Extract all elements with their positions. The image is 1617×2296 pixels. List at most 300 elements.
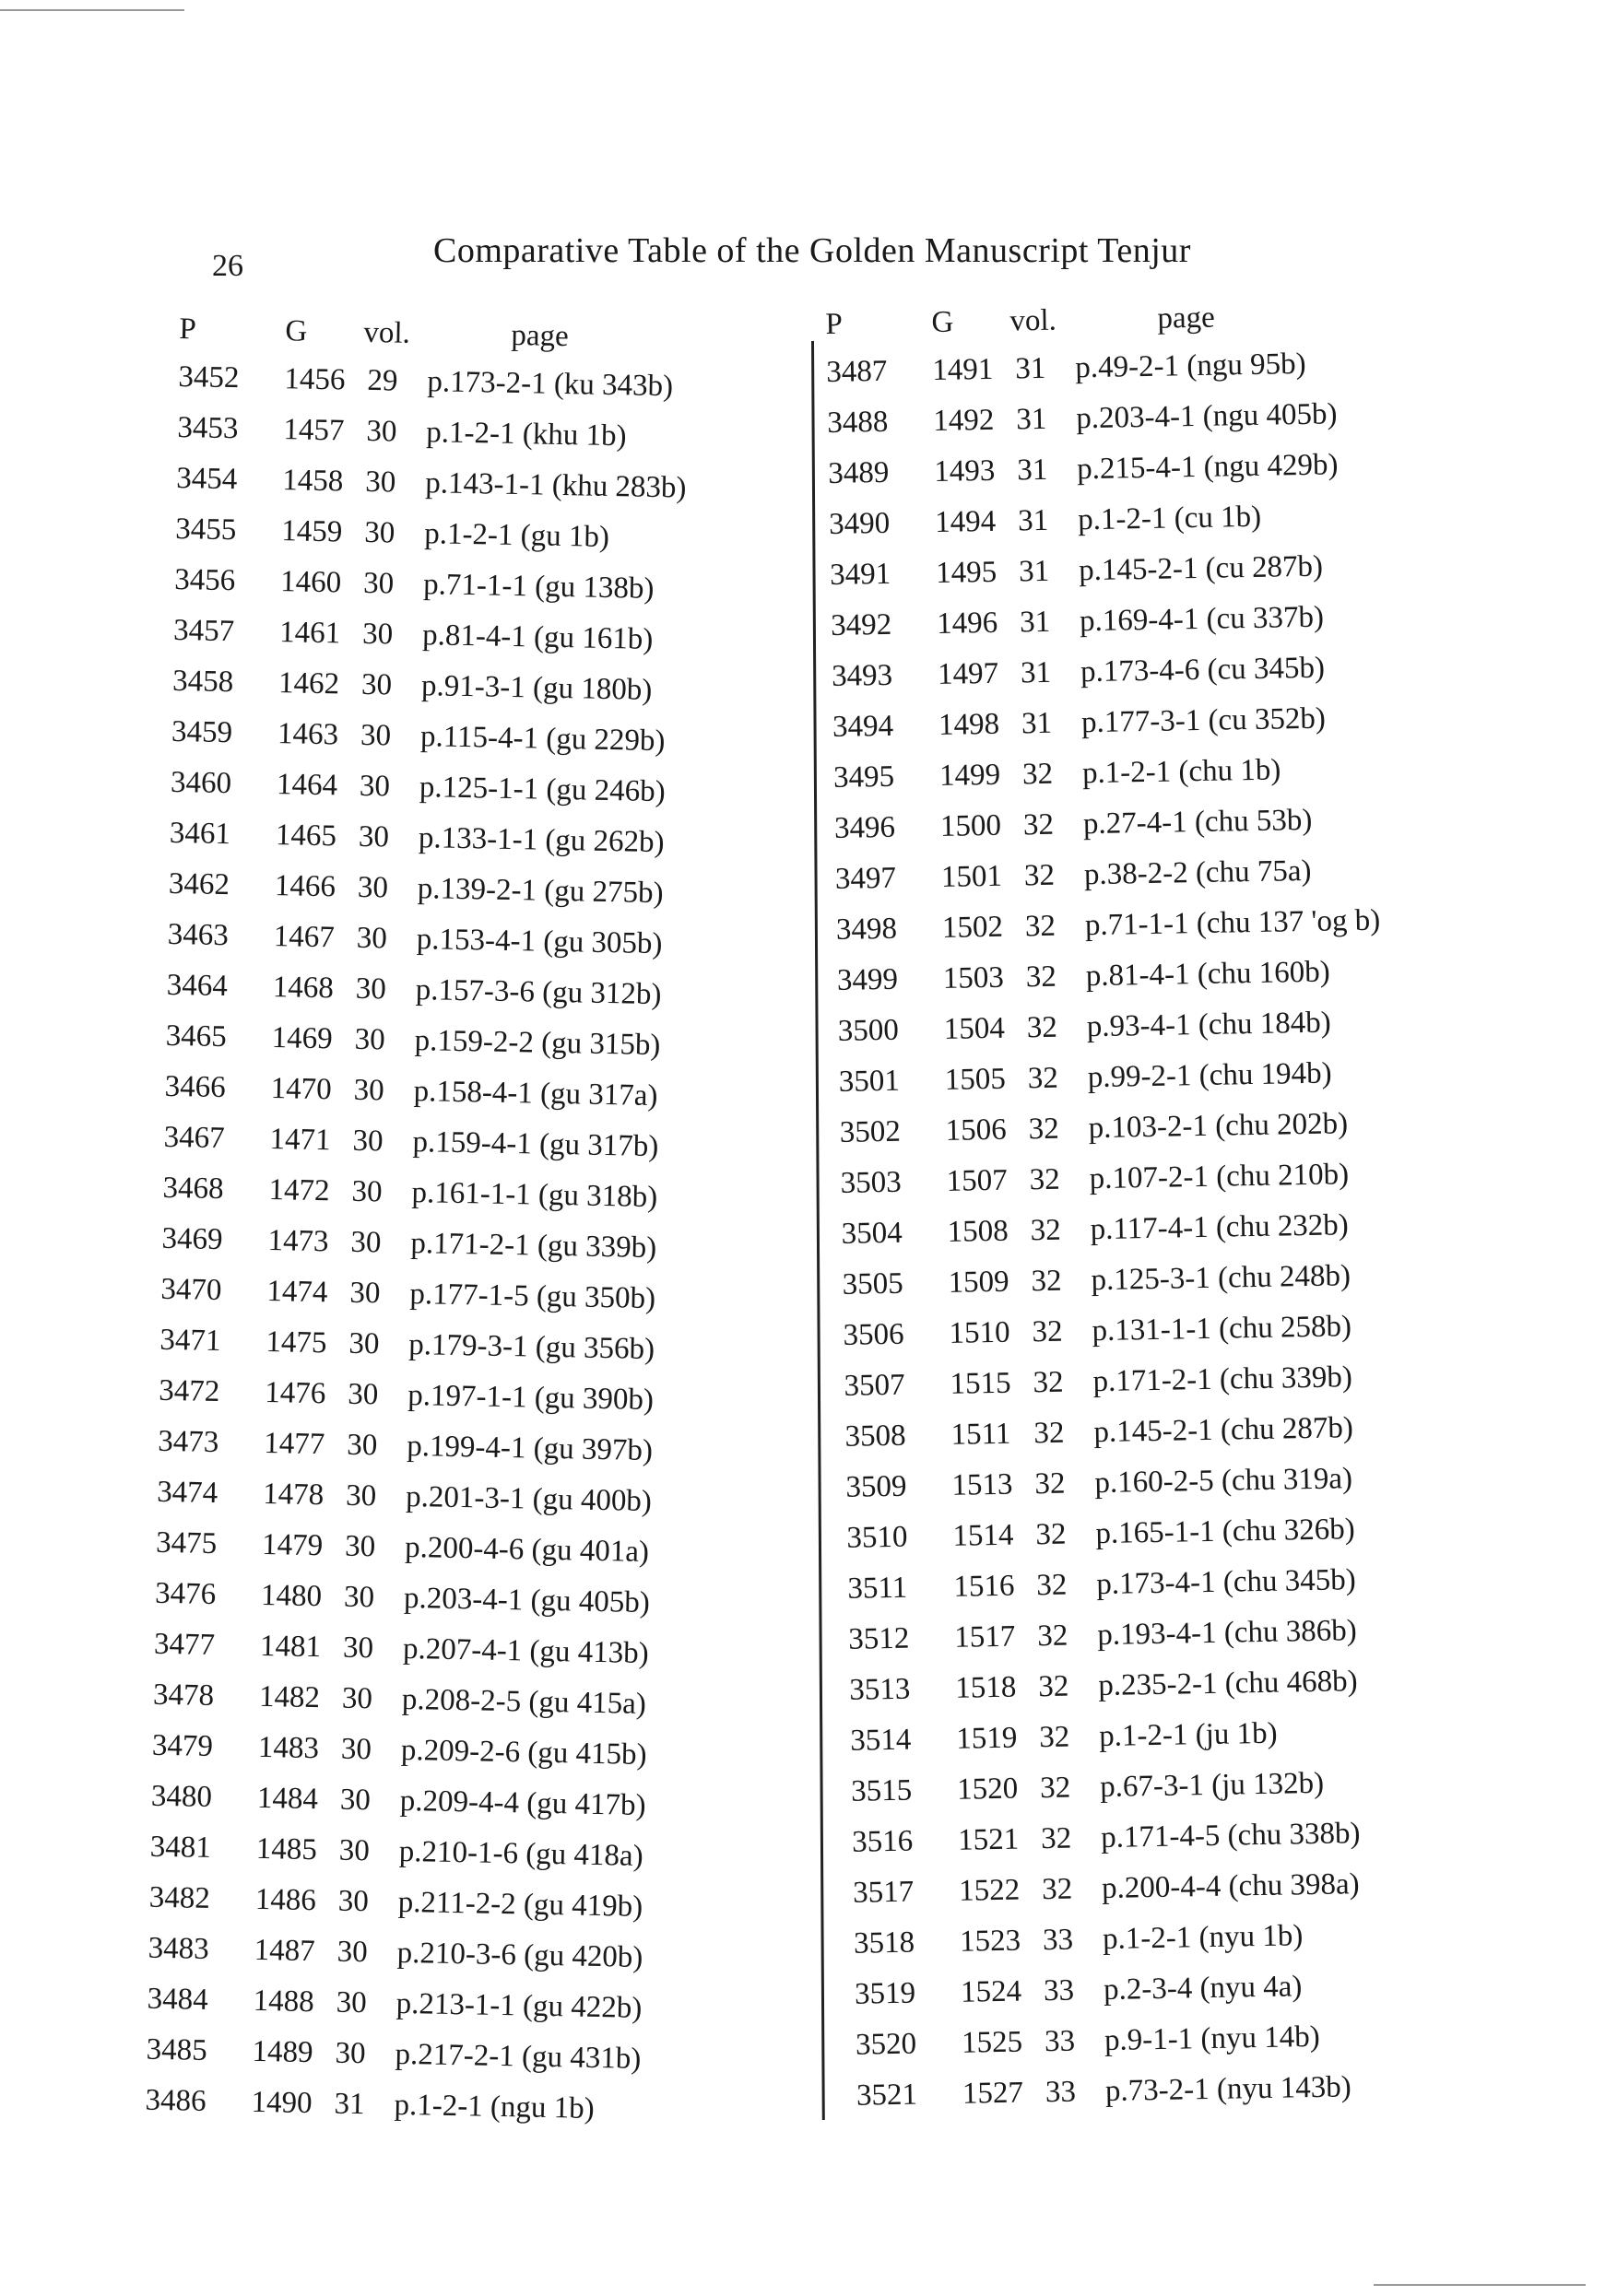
cell-vol: 32 [1021,757,1054,792]
cell-vol: 30 [346,1428,378,1463]
cell-g: 1522 [958,1873,1021,1908]
table-row [836,955,1330,1007]
cell-g: 1511 [950,1417,1011,1452]
cell-g: 1464 [276,768,338,803]
cell-page: p.203-4-1 (ngu 405b) [1075,397,1338,436]
cell-vol: 30 [360,718,392,753]
cell-p: 3468 [162,1171,224,1207]
cell-g: 1470 [270,1072,333,1107]
column-header-vol: vol. [363,315,411,350]
cell-page: p.91-3-1 (gu 180b) [420,669,653,707]
table-row [150,1772,646,1823]
cell-vol: 30 [351,1174,383,1209]
cell-g: 1461 [278,616,341,651]
cell-g: 1491 [932,352,994,387]
table-row [841,1208,1350,1260]
cell-vol: 32 [1024,909,1056,944]
cell-g: 1501 [940,859,1003,894]
cell-vol: 30 [356,921,388,956]
cell-p: 3481 [149,1830,212,1865]
cell-page: p.177-1-5 (gu 350b) [409,1277,656,1316]
cell-vol: 33 [1042,1923,1074,1958]
table-row [153,1619,650,1671]
table-row [146,2025,642,2076]
cell-vol: 32 [1023,858,1056,893]
table-row [856,2070,1351,2122]
cell-page: p.173-4-1 (chu 345b) [1096,1563,1357,1602]
cell-p: 3497 [834,861,897,896]
cell-p: 3474 [156,1475,218,1511]
table-row [842,1259,1351,1311]
cell-vol: 30 [345,1478,377,1513]
cell-vol: 30 [342,1631,374,1666]
cell-p: 3462 [168,866,230,902]
table-row [152,1670,647,1721]
table-row [157,1417,654,1468]
cell-g: 1481 [259,1629,322,1665]
cell-page: p.235-2-1 (chu 468b) [1097,1665,1358,1703]
cell-vol: 32 [1027,1061,1059,1096]
cell-page: p.207-4-1 (gu 413b) [402,1631,650,1671]
cell-p: 3515 [850,1773,913,1808]
table-row [846,1513,1356,1564]
cell-page: p.158-4-1 (gu 317a) [413,1075,658,1113]
cell-p: 3509 [845,1469,907,1504]
cell-p: 3456 [173,562,236,598]
cell-vol: 33 [1045,2075,1077,2110]
cell-p: 3513 [849,1672,911,1707]
cell-page: p.215-4-1 (ngu 429b) [1076,448,1339,487]
cell-vol: 31 [1018,554,1050,589]
cell-page: p.125-1-1 (gu 246b) [419,771,667,809]
cell-vol: 32 [1036,1568,1068,1603]
cell-page: p.1-2-1 (cu 1b) [1077,500,1262,537]
cell-vol: 32 [1035,1517,1067,1552]
cell-p: 3488 [827,405,889,440]
cell-vol: 30 [360,667,393,702]
cell-g: 1469 [271,1021,334,1056]
table-row [828,500,1262,550]
cell-vol: 30 [336,1985,367,2020]
page-number: 26 [212,249,243,283]
cell-page: p.27-4-1 (chu 53b) [1082,803,1313,842]
table-row [174,504,610,555]
table-row [171,656,653,707]
cell-g: 1499 [938,758,1001,793]
cell-page: p.171-2-1 (chu 339b) [1092,1360,1353,1399]
cell-p: 3482 [148,1880,211,1915]
cell-p: 3461 [169,816,231,852]
cell-vol: 32 [1022,807,1055,842]
cell-page: p.115-4-1 (gu 229b) [419,720,666,759]
cell-g: 1503 [942,960,1005,995]
cell-g: 1456 [284,362,346,397]
cell-vol: 31 [1017,503,1049,538]
column-header-g: G [285,314,308,348]
cell-g: 1463 [277,717,339,752]
left-table [145,304,687,2126]
cell-page: p.99-2-1 (chu 194b) [1087,1056,1332,1095]
cell-page: p.171-2-1 (gu 339b) [410,1226,657,1266]
table-row [160,1265,656,1316]
cell-g: 1520 [956,1772,1019,1807]
cell-p: 3453 [177,410,239,446]
table-row [849,1716,1278,1767]
cell-vol: 30 [357,870,389,905]
cell-p: 3465 [165,1018,228,1054]
table-row [845,1462,1353,1513]
cell-p: 3455 [174,512,237,548]
cell-vol: 31 [1015,402,1047,437]
cell-g: 1517 [954,1619,1016,1654]
cell-vol: 30 [349,1276,381,1311]
table-row [156,1467,653,1519]
cell-page: p.209-4-4 (gu 417b) [399,1784,646,1823]
right-table [825,300,1381,2122]
cell-g: 1519 [955,1721,1018,1756]
cell-vol: 30 [364,465,396,500]
cell-g: 1475 [266,1325,327,1360]
cell-g: 1509 [948,1265,1009,1300]
cell-vol: 30 [358,819,390,854]
cell-p: 3460 [170,765,232,801]
cell-p: 3500 [837,1013,900,1048]
cell-page: p.159-4-1 (gu 317b) [412,1125,659,1164]
table-row [163,1113,659,1164]
cell-page: p.161-1-1 (gu 318b) [411,1176,658,1215]
table-row [838,1056,1332,1108]
cell-p: 3517 [852,1875,915,1910]
table-row [165,1011,661,1063]
table-row [149,1822,643,1873]
cell-vol: 30 [348,1326,380,1361]
cell-page: p.125-3-1 (chu 248b) [1091,1259,1351,1298]
cell-g: 1508 [947,1214,1009,1249]
cell-g: 1510 [949,1315,1010,1350]
cell-page: p.1-2-1 (khu 1b) [426,416,627,453]
cell-p: 3459 [171,714,233,750]
table-row [166,960,662,1012]
column-header-page: page [511,318,570,354]
cell-vol: 30 [352,1124,384,1159]
cell-vol: 31 [1016,453,1048,488]
cell-g: 1525 [961,2025,1023,2060]
table-row [177,403,627,453]
cell-g: 1523 [959,1924,1021,1959]
cell-p: 3519 [854,1976,916,2011]
cell-p: 3489 [827,455,890,490]
cell-vol: 33 [1044,2024,1076,2059]
cell-p: 3496 [833,810,896,845]
cell-p: 3492 [830,607,892,642]
left-table-body [145,352,687,2126]
cell-g: 1468 [272,971,335,1006]
cell-g: 1492 [933,403,995,438]
cell-g: 1483 [257,1730,320,1766]
cell-page: p.200-4-4 (chu 398a) [1101,1867,1360,1906]
cell-g: 1521 [957,1822,1020,1857]
cell-g: 1479 [261,1527,324,1563]
table-row [839,1107,1349,1159]
cell-vol: 32 [1032,1314,1063,1349]
cell-page: p.153-4-1 (gu 305b) [416,923,663,961]
cell-g: 1466 [274,869,336,904]
table-row [847,1563,1357,1615]
cell-page: p.73-2-1 (nyu 143b) [1104,2070,1351,2108]
cell-g: 1478 [262,1477,325,1513]
cell-p: 3463 [167,917,230,953]
cell-page: p.1-2-1 (chu 1b) [1081,753,1281,791]
cell-page: p.173-4-6 (cu 345b) [1080,651,1326,689]
cell-p: 3516 [851,1824,914,1859]
cell-vol: 32 [1038,1720,1070,1755]
table-row [849,1665,1358,1716]
cell-p: 3470 [160,1272,222,1308]
cell-vol: 30 [341,1681,373,1716]
cell-g: 1457 [283,413,345,448]
cell-g: 1513 [951,1467,1013,1502]
table-row [173,555,655,606]
table-row [826,347,1306,398]
cell-page: p.1-2-1 (ngu 1b) [394,2088,596,2125]
cell-page: p.1-2-1 (gu 1b) [423,517,610,554]
cell-page: p.201-3-1 (gu 400b) [405,1479,653,1519]
table-row [164,1062,658,1113]
cell-p: 3490 [828,506,891,541]
cell-g: 1459 [280,514,343,549]
table-row [848,1614,1357,1666]
cell-g: 1482 [258,1679,321,1715]
cell-page: p.210-3-6 (gu 420b) [396,1936,643,1974]
cell-vol: 32 [1037,1669,1069,1704]
cell-p: 3478 [152,1678,215,1713]
table-row [168,859,664,911]
cell-g: 1472 [268,1173,330,1208]
cell-page: p.193-4-1 (chu 386b) [1097,1614,1357,1653]
cell-p: 3501 [838,1064,901,1099]
cell-g: 1504 [943,1011,1006,1046]
scan-artifact-bottom [1374,2284,1586,2286]
cell-p: 3475 [155,1525,218,1561]
cell-page: p.173-2-1 (ku 343b) [427,365,674,404]
cell-g: 1514 [952,1518,1014,1553]
table-row [844,1411,1354,1463]
cell-page: p.9-1-1 (nyu 14b) [1104,2019,1321,2057]
table-row [851,1817,1361,1868]
cell-g: 1465 [275,818,337,854]
cell-vol: 33 [1043,1973,1075,2008]
cell-p: 3491 [829,557,891,592]
table-row [170,758,667,809]
table-row [169,808,665,860]
cell-page: p.213-1-1 (gu 422b) [395,1986,643,2025]
cell-g: 1488 [253,1984,315,2019]
cell-g: 1462 [277,666,340,701]
cell-vol: 32 [1028,1112,1060,1147]
cell-page: p.159-2-2 (gu 315b) [414,1024,661,1063]
cell-g: 1502 [941,910,1004,945]
cell-vol: 30 [339,1783,372,1818]
cell-p: 3471 [159,1323,221,1359]
table-row [833,803,1313,854]
column-divider [811,341,825,2120]
table-row [853,1919,1304,1970]
cell-page: p.2-3-4 (nyu 4a) [1103,1970,1303,2008]
cell-g: 1498 [938,707,1000,742]
cell-page: p.199-4-1 (gu 397b) [406,1429,654,1468]
scan-artifact-top [0,9,184,11]
cell-page: p.81-4-1 (gu 161b) [421,618,654,656]
cell-p: 3495 [832,759,895,795]
cell-vol: 32 [1041,1872,1073,1907]
cell-g: 1477 [263,1426,325,1462]
table-row [162,1163,658,1215]
cell-vol: 31 [1019,605,1051,640]
cell-page: p.157-3-6 (gu 312b) [415,973,662,1012]
cell-page: p.93-4-1 (chu 184b) [1086,1006,1331,1044]
cell-vol: 31 [334,2087,365,2122]
cell-g: 1516 [953,1569,1015,1604]
cell-g: 1467 [273,920,336,955]
cell-page: p.81-4-1 (chu 160b) [1085,955,1330,994]
cell-g: 1486 [254,1882,317,1918]
cell-p: 3473 [157,1424,219,1460]
cell-page: p.209-2-6 (gu 415b) [400,1733,647,1772]
cell-p: 3507 [844,1368,905,1403]
cell-vol: 32 [1033,1416,1065,1451]
cell-vol: 30 [359,769,391,804]
table-row [840,1158,1350,1209]
cell-g: 1518 [955,1670,1017,1705]
table-row [155,1518,650,1570]
cell-page: p.107-2-1 (chu 210b) [1089,1158,1350,1196]
cell-page: p.38-2-2 (chu 75a) [1083,854,1312,892]
cell-p: 3487 [826,354,888,389]
left-table-header [179,304,570,354]
table-row [854,1970,1303,2020]
cell-p: 3480 [150,1779,213,1814]
table-row [148,1873,643,1924]
cell-p: 3477 [153,1627,216,1662]
cell-page: p.165-1-1 (chu 326b) [1095,1513,1356,1551]
column-header-p: P [179,312,197,347]
cell-page: p.49-2-1 (ngu 95b) [1075,347,1306,385]
cell-page: p.210-1-6 (gu 418a) [398,1834,643,1873]
cell-p: 3467 [163,1120,225,1156]
cell-page: p.197-1-1 (gu 390b) [407,1378,655,1418]
table-row [159,1315,655,1367]
cell-p: 3511 [847,1571,908,1606]
cell-g: 1460 [279,565,342,600]
cell-page: p.211-2-2 (gu 419b) [397,1885,643,1924]
cell-p: 3466 [164,1069,227,1105]
column-header-p: P [825,307,844,341]
column-header-vol: vol. [1009,303,1057,338]
cell-vol: 30 [350,1225,382,1260]
table-row [829,549,1324,601]
column-header-page: page [1157,300,1216,336]
table-row [834,854,1312,905]
cell-p: 3512 [848,1621,910,1656]
cell-page: p.177-3-1 (cu 352b) [1080,701,1327,740]
cell-p: 3499 [836,962,899,997]
cell-vol: 32 [1031,1264,1062,1299]
cell-p: 3472 [159,1373,220,1409]
cell-g: 1489 [252,2034,313,2070]
table-row [852,1867,1360,1919]
cell-p: 3518 [853,1925,915,1960]
table-row [167,910,663,961]
cell-vol: 32 [1037,1619,1068,1654]
cell-p: 3504 [841,1216,903,1251]
cell-page: p.139-2-1 (gu 275b) [417,872,664,911]
cell-g: 1471 [269,1123,331,1158]
cell-p: 3502 [839,1114,902,1149]
cell-p: 3493 [831,658,893,693]
table-row [161,1214,657,1266]
cell-vol: 30 [340,1732,372,1767]
cell-vol: 32 [1034,1466,1066,1501]
cell-page: p.145-2-1 (cu 287b) [1078,549,1324,588]
cell-page: p.71-1-1 (chu 137 'og b) [1084,903,1381,943]
cell-p: 3508 [844,1419,906,1454]
cell-vol: 32 [1040,1821,1072,1856]
cell-page: p.103-2-1 (chu 202b) [1088,1107,1349,1146]
cell-vol: 32 [1025,960,1057,995]
cell-page: p.179-3-1 (gu 356b) [408,1327,655,1367]
cell-page: p.160-2-5 (chu 319a) [1094,1462,1353,1501]
cell-g: 1493 [933,453,996,489]
cell-vol: 32 [1033,1365,1064,1400]
cell-p: 3484 [147,1982,209,2017]
cell-g: 1485 [255,1831,318,1867]
cell-vol: 32 [1039,1771,1071,1806]
cell-p: 3464 [166,968,229,1004]
cell-g: 1497 [937,656,999,691]
cell-g: 1458 [282,464,344,499]
table-row [832,753,1281,804]
cell-p: 3476 [154,1576,217,1612]
cell-p: 3457 [172,613,235,649]
cell-page: p.1-2-1 (ju 1b) [1098,1716,1278,1754]
table-row [172,606,654,656]
cell-p: 3510 [846,1520,908,1555]
cell-p: 3494 [832,709,894,744]
cell-p: 3486 [145,2083,207,2118]
cell-p: 3520 [855,2027,917,2062]
column-header-g: G [931,305,954,339]
cell-page: p.169-4-1 (cu 337b) [1079,600,1325,639]
cell-vol: 30 [343,1580,375,1615]
cell-page: p.145-2-1 (chu 287b) [1093,1411,1354,1450]
table-row [835,903,1381,956]
cell-g: 1507 [946,1163,1009,1198]
cell-page: p.171-4-5 (chu 338b) [1100,1817,1361,1855]
cell-p: 3514 [849,1723,912,1758]
cell-g: 1487 [254,1933,316,1969]
cell-g: 1480 [260,1578,323,1614]
cell-p: 3452 [178,359,240,395]
cell-page: p.1-2-1 (nyu 1b) [1102,1919,1304,1957]
cell-vol: 29 [367,363,398,398]
table-row [843,1310,1352,1361]
table-row [827,448,1339,500]
cell-g: 1494 [934,504,997,539]
cell-vol: 30 [344,1529,376,1564]
cell-vol: 31 [1021,706,1053,741]
cell-g: 1484 [256,1781,319,1817]
cell-page: p.208-2-5 (gu 415a) [401,1682,647,1721]
